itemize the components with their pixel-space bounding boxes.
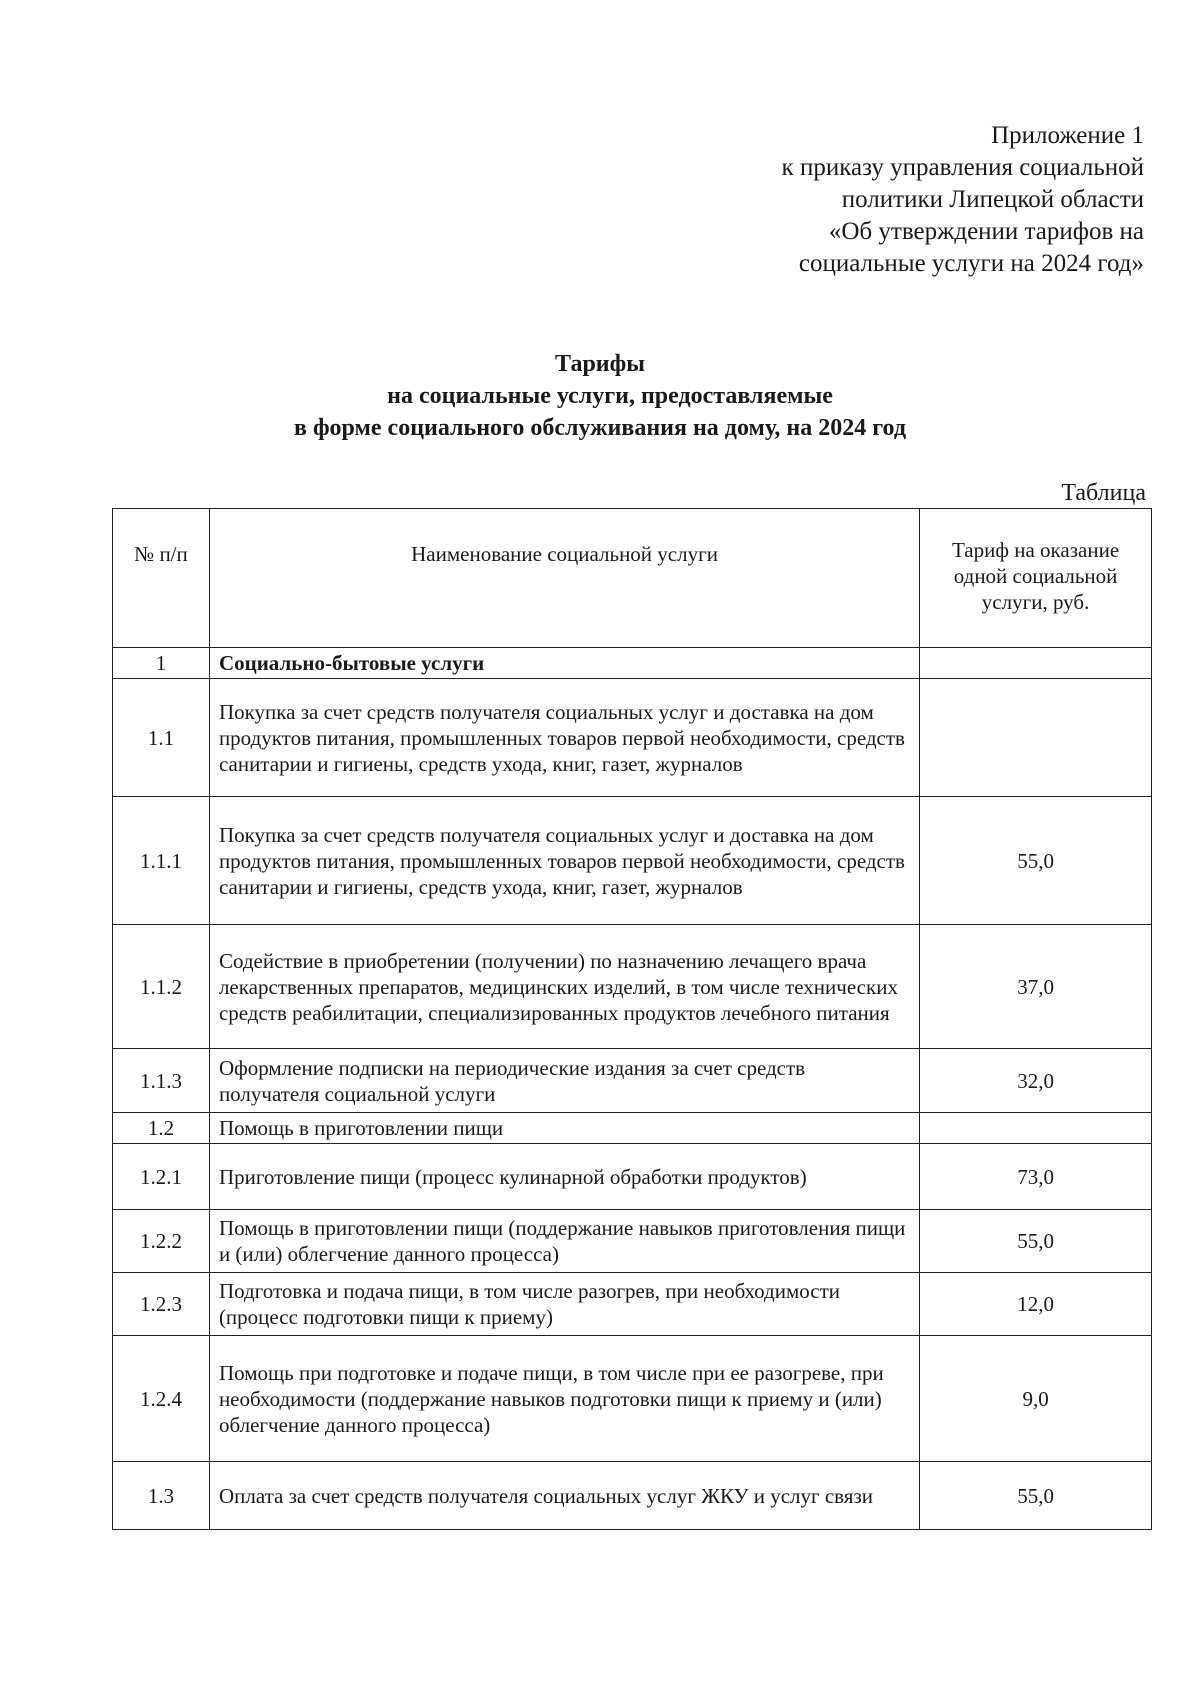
row-service-name: Покупка за счет средств получателя социальных услуг и доставка на дом продуктов питания, промышленных товаров первой необходимости, средств санитарии и гигиены, средств ухода, книг, газет, журналов bbox=[209, 797, 919, 925]
row-number: 1.2 bbox=[113, 1113, 210, 1144]
appendix-block bbox=[782, 120, 1144, 280]
tariffs-table bbox=[112, 508, 1152, 1530]
row-tariff: 37,0 bbox=[920, 925, 1152, 1049]
row-service-name: Подготовка и подача пищи, в том числе разогрев, при необходимости (процесс подготовки пищи к приему) bbox=[209, 1273, 919, 1336]
appendix-line: Приложение 1 bbox=[991, 122, 1144, 149]
row-number: 1.1.2 bbox=[113, 925, 210, 1049]
table-row bbox=[113, 1144, 1152, 1210]
row-number: 1 bbox=[113, 648, 210, 679]
table-row bbox=[113, 1273, 1152, 1336]
row-number: 1.2.4 bbox=[113, 1336, 210, 1462]
row-number: 1.1.3 bbox=[113, 1049, 210, 1113]
appendix-line: «Об утверждении тарифов на bbox=[828, 218, 1144, 245]
table-row bbox=[113, 1049, 1152, 1113]
table-row bbox=[113, 1462, 1152, 1530]
row-service-name: Помощь в приготовлении пищи (поддержание навыков приготовления пищи и (или) облегчение данного процесса) bbox=[209, 1210, 919, 1273]
row-service-name: Покупка за счет средств получателя социальных услуг и доставка на дом продуктов питания, промышленных товаров первой необходимости, средств санитарии и гигиены, средств ухода, книг, газет, журналов bbox=[209, 679, 919, 797]
table-row bbox=[113, 797, 1152, 925]
table-row bbox=[113, 1210, 1152, 1273]
row-tariff: 9,0 bbox=[920, 1336, 1152, 1462]
row-tariff bbox=[920, 679, 1152, 797]
row-tariff: 55,0 bbox=[920, 1210, 1152, 1273]
row-number: 1.1.1 bbox=[113, 797, 210, 925]
header-service-name: Наименование социальной услуги bbox=[209, 509, 919, 648]
table-row bbox=[113, 925, 1152, 1049]
row-service-name: Помощь при подготовке и подаче пищи, в том числе при ее разогреве, при необходимости (поддержание навыков подготовки пищи к приему и (или) облегчение данного процесса) bbox=[209, 1336, 919, 1462]
row-tariff bbox=[920, 1113, 1152, 1144]
table-row bbox=[113, 679, 1152, 797]
row-service-name: Оформление подписки на периодические издания за счет средств получателя социальной услуги bbox=[209, 1049, 919, 1113]
row-service-name: Содействие в приобретении (получении) по назначению лечащего врача лекарственных препаратов, медицинских изделий, в том числе технических средств реабилитации, специализированных продуктов лечебного питания bbox=[209, 925, 919, 1049]
appendix-line: к приказу управления социальной bbox=[781, 154, 1144, 181]
row-number: 1.2.3 bbox=[113, 1273, 210, 1336]
row-tariff: 55,0 bbox=[920, 797, 1152, 925]
table-row bbox=[113, 1113, 1152, 1144]
appendix-line: социальные услуги на 2024 год» bbox=[798, 250, 1144, 277]
row-tariff: 32,0 bbox=[920, 1049, 1152, 1113]
row-service-name: Оплата за счет средств получателя социальных услуг ЖКУ и услуг связи bbox=[209, 1462, 919, 1530]
row-service-name: Приготовление пищи (процесс кулинарной обработки продуктов) bbox=[209, 1144, 919, 1210]
row-number: 1.2.1 bbox=[113, 1144, 210, 1210]
row-number: 1.2.2 bbox=[113, 1210, 210, 1273]
row-tariff: 73,0 bbox=[920, 1144, 1152, 1210]
header-number: № п/п bbox=[113, 509, 210, 648]
row-tariff: 55,0 bbox=[920, 1462, 1152, 1530]
title-line: на социальные услуги, предоставляемые bbox=[387, 383, 833, 409]
title-line: Тарифы bbox=[555, 351, 645, 377]
row-tariff bbox=[920, 648, 1152, 679]
row-service-name: Помощь в приготовлении пищи bbox=[209, 1113, 919, 1144]
table-caption: Таблица bbox=[1061, 480, 1146, 506]
header-tariff: Тариф на оказание одной социальной услуги, руб. bbox=[920, 509, 1152, 648]
row-number: 1.3 bbox=[113, 1462, 210, 1530]
row-tariff: 12,0 bbox=[920, 1273, 1152, 1336]
appendix-line: политики Липецкой области bbox=[841, 186, 1144, 213]
document-title bbox=[0, 348, 1200, 444]
table-row bbox=[113, 648, 1152, 679]
row-number: 1.1 bbox=[113, 679, 210, 797]
row-service-name: Социально-бытовые услуги bbox=[209, 648, 919, 679]
title-line: в форме социального обслуживания на дому, на 2024 год bbox=[293, 415, 907, 441]
table-header-row bbox=[113, 509, 1152, 648]
table-row bbox=[113, 1336, 1152, 1462]
